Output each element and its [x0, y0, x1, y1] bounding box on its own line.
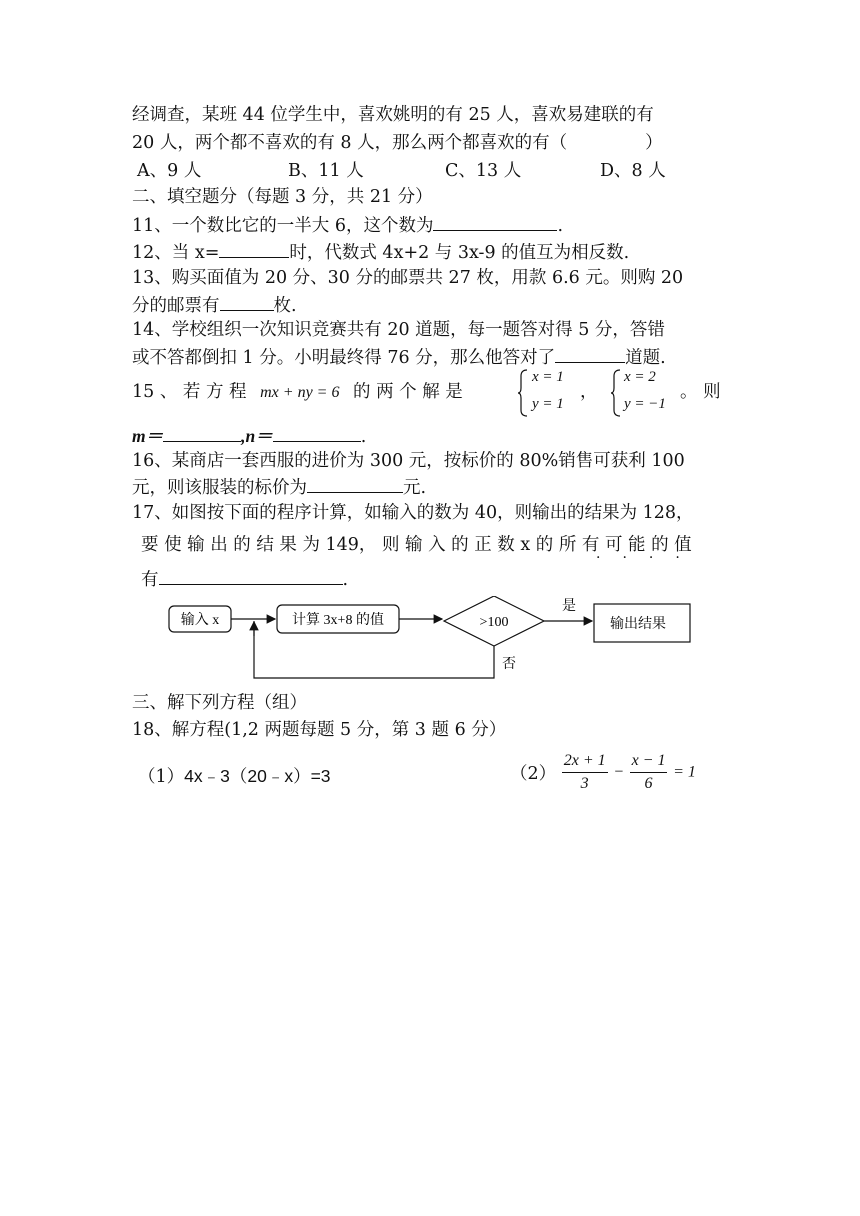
q15-comma: ，	[580, 382, 598, 402]
q15-line2-end: .	[360, 427, 367, 447]
q13-line2-pre: 分的邮票有	[132, 296, 220, 316]
q18-p2-den2: 6	[644, 775, 653, 792]
q14-line2-post: 道题.	[625, 348, 666, 368]
q10-line2-close: ）	[645, 133, 663, 153]
q15-pre: 15 、 若 方 程	[132, 382, 247, 402]
q18-p2-num2: x − 1	[630, 752, 668, 773]
q13-line2	[132, 292, 297, 318]
q10-line2	[132, 131, 663, 155]
q17-line2: 要 使 输 出 的 结 果 为 149， 则 输 入 的 正 数 x 的 所 有 可 能 的 值	[141, 535, 692, 555]
q10-option-c: C、13 人	[445, 161, 522, 181]
q14-line1: 14、学校组织一次知识竞赛共有 20 道题，每一题答对得 5 分，答错	[132, 320, 665, 340]
q15-m-blank[interactable]	[163, 423, 241, 442]
section2-title: 二、填空题分（每题 3 分，共 21 分）	[132, 187, 433, 207]
q11	[132, 212, 563, 238]
q10-option-d: D、8 人	[600, 161, 666, 181]
q11-end: .	[557, 216, 564, 236]
q17-line3-post: .	[342, 570, 349, 590]
q10-line2-text: 20 人，两个都不喜欢的有 8 人，那么两个都喜欢的有（	[132, 133, 568, 153]
q17-line3	[141, 566, 348, 592]
q11-blank[interactable]	[433, 212, 557, 231]
q17-line1: 17、如图按下面的程序计算，如输入的数为 40，则输出的结果为 128，	[132, 503, 694, 523]
q15-mid: 的 两 个 解 是	[353, 382, 463, 402]
q12-post: 时，代数式 4x+2 与 3x-9 的值互为相反数.	[289, 243, 630, 263]
q15-sol2-x: x = 2	[624, 369, 656, 385]
q17-emphasis-dots: ····	[596, 550, 702, 566]
q15-sol1-x: x = 1	[532, 369, 564, 385]
q18-title: 18、解方程(1,2 两题每题 5 分，第 3 题 6 分）	[132, 720, 507, 740]
q17-line3-pre: 有	[141, 570, 159, 590]
q18-part2	[510, 752, 696, 793]
q14-blank[interactable]	[555, 344, 625, 363]
q15-n-label: ,n＝	[241, 426, 273, 446]
q18-p2-minus: −	[613, 763, 624, 781]
q15-post: 。 则	[680, 382, 721, 402]
q14-line2	[132, 344, 666, 370]
q10-option-a: A、9 人	[137, 161, 202, 181]
program-flowchart	[160, 596, 700, 688]
q16-blank[interactable]	[307, 474, 403, 493]
q17-blank[interactable]	[159, 566, 343, 585]
q16-line2-pre: 元，则该服装的标价为	[132, 478, 307, 498]
q18-p2-fraction2	[630, 752, 668, 793]
q13-blank[interactable]	[220, 292, 274, 311]
q11-text: 11、一个数比它的一半大 6，这个数为	[132, 216, 434, 236]
q15-brace1-icon	[517, 368, 529, 418]
q13-line1: 13、购买面值为 20 分、30 分的邮票共 27 枚，用款 6.6 元。则购 20	[132, 268, 684, 288]
q15-line1	[132, 380, 463, 405]
flow-decision-label: >100	[479, 615, 509, 630]
q18-p2-fraction1	[562, 752, 608, 793]
q13-line2-post: 枚.	[273, 296, 297, 316]
q10-line1: 经调查，某班 44 位学生中，喜欢姚明的有 25 人，喜欢易建联的有	[132, 105, 654, 125]
q15-n-blank[interactable]	[273, 423, 361, 442]
q18-p2-num1: 2x + 1	[562, 752, 608, 773]
flow-compute-label: 计算 3x+8 的值	[292, 613, 384, 628]
q18-p2-rhs: = 1	[673, 763, 696, 781]
q15-brace2-icon	[610, 368, 622, 418]
q18-p1-equation: 4x﹣3（20﹣x）=3	[184, 766, 331, 786]
section3-title: 三、解下列方程（组）	[132, 693, 307, 713]
q16-line1: 16、某商店一套西服的进价为 300 元，按标价的 80%销售可获利 100	[132, 451, 685, 471]
q18-p1-label: （1）	[138, 767, 185, 787]
q16-line2	[132, 474, 426, 500]
q16-line2-post: 元.	[403, 478, 427, 498]
flow-no-label: 否	[502, 657, 516, 672]
q15-sol1-y: y = 1	[532, 396, 564, 412]
q12-blank[interactable]	[219, 239, 289, 258]
flow-output-label: 输出结果	[610, 617, 666, 632]
q15-sol2-y: y = −1	[624, 396, 666, 412]
q18-p2-den1: 3	[580, 775, 589, 792]
q12-pre: 12、当 x=	[132, 243, 220, 263]
q10-option-b: B、11 人	[288, 161, 364, 181]
q15-m-label: m＝	[132, 426, 164, 446]
q15-line2	[132, 423, 366, 449]
q12	[132, 239, 629, 265]
flow-input-label: 输入 x	[180, 613, 220, 628]
flow-yes-label: 是	[562, 599, 576, 614]
q18-part1	[138, 764, 331, 789]
q18-p2-label: （2）	[510, 764, 557, 784]
q14-line2-pre: 或不答都倒扣 1 分。小明最终得 76 分，那么他答对了	[132, 348, 556, 368]
q15-equation: mx + ny = 6	[260, 384, 340, 401]
